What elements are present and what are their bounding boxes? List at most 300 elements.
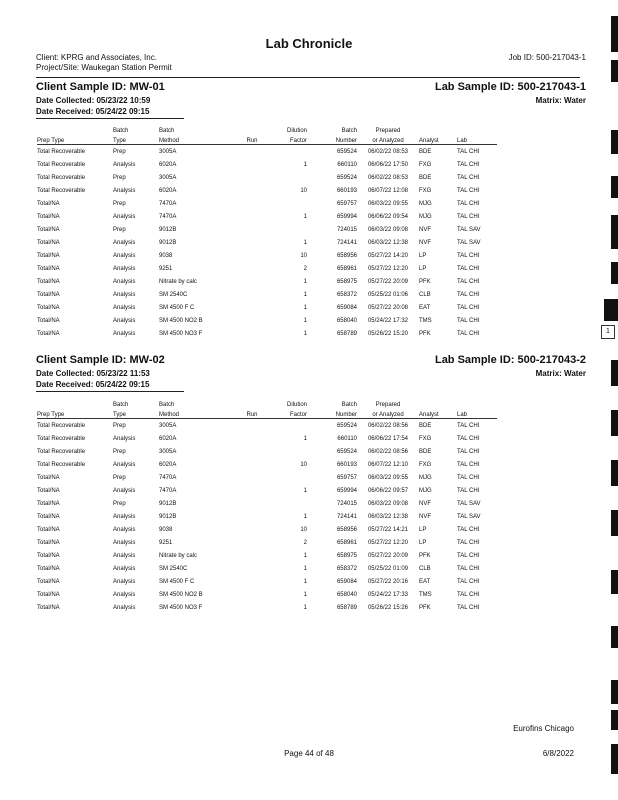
column-header-dilution-factor: Factor	[267, 134, 307, 145]
column-header-lab: Lab	[457, 134, 497, 145]
cell-batch-number: 659524	[336, 174, 357, 181]
cell-lab: TAL CHI	[457, 291, 480, 298]
column-header-dilution-factor: Dilution	[286, 402, 307, 408]
cell-prep-type: Total/NA	[37, 265, 60, 272]
cell-prep-type: Total Recoverable	[37, 148, 86, 155]
client-sample-id: Client Sample ID: MW-02	[36, 354, 165, 366]
cell-batch-method: SM 4500 F C	[159, 304, 195, 311]
table-row	[37, 158, 497, 171]
cell-batch-method: 9251	[159, 539, 173, 546]
cell-batch-number: 658975	[336, 278, 357, 285]
column-header-batch-method: Batch	[159, 402, 175, 408]
cell-analyst: PFK	[419, 278, 431, 285]
cell-run	[237, 458, 267, 471]
column-header-lab	[457, 398, 497, 408]
cell-analyst: MJG	[419, 213, 432, 220]
cell-prepared-or-analyzed: 05/27/22 20:08	[367, 304, 409, 311]
cell-lab: TAL CHI	[457, 252, 480, 259]
edge-mark	[611, 130, 618, 154]
table-row	[37, 327, 497, 340]
cell-dilution-factor: 1	[303, 578, 307, 585]
cell-prep-type: Total/NA	[37, 552, 60, 559]
page-number: Page 44 of 48	[284, 749, 334, 758]
cell-run	[237, 575, 267, 588]
cell-prep-type: Total/NA	[37, 539, 60, 546]
cell-prepared-or-analyzed: 06/03/22 12:38	[367, 239, 409, 246]
cell-batch-method: 9038	[159, 252, 173, 259]
cell-prepared-or-analyzed: 05/27/22 12:20	[367, 539, 409, 546]
cell-dilution-factor	[267, 145, 307, 159]
cell-prepared-or-analyzed: 05/24/22 17:33	[367, 591, 409, 598]
cell-batch-type: Analysis	[113, 330, 136, 337]
cell-prep-type: Total Recoverable	[37, 448, 86, 455]
cell-batch-type: Analysis	[113, 317, 136, 324]
cell-dilution-factor: 1	[303, 604, 307, 611]
cell-batch-number: 658372	[336, 291, 357, 298]
cell-analyst: BDE	[419, 174, 432, 181]
cell-batch-number: 660193	[336, 461, 357, 468]
cell-batch-type: Prep	[113, 500, 126, 507]
table-row	[37, 184, 497, 197]
cell-batch-number: 658040	[336, 591, 357, 598]
cell-dilution-factor: 10	[300, 526, 307, 533]
page-title: Lab Chronicle	[265, 36, 353, 51]
cell-analyst: NVF	[419, 239, 431, 246]
cell-dilution-factor: 2	[303, 539, 307, 546]
cell-dilution-factor: 1	[303, 213, 307, 220]
job-id: Job ID: 500-217043-1	[508, 53, 586, 62]
cell-lab: TAL CHI	[457, 578, 480, 585]
cell-batch-number: 659994	[336, 487, 357, 494]
table-row	[37, 445, 497, 458]
cell-analyst: TMS	[419, 317, 432, 324]
cell-batch-method: SM 4500 NO2 B	[159, 591, 203, 598]
cell-prep-type: Total/NA	[37, 278, 60, 285]
cell-run	[237, 432, 267, 445]
cell-batch-number: 724141	[336, 239, 357, 246]
cell-batch-type: Analysis	[113, 539, 136, 546]
column-header-batch-number: Number	[307, 408, 357, 419]
cell-lab: TAL SAV	[457, 239, 481, 246]
cell-dilution-factor	[267, 171, 307, 184]
cell-batch-method: Nitrate by calc	[159, 278, 198, 285]
column-header-run: Run	[237, 134, 267, 145]
header-rule	[36, 77, 580, 78]
table-row	[37, 275, 497, 288]
cell-prepared-or-analyzed: 06/06/22 17:50	[367, 161, 409, 168]
cell-run	[237, 275, 267, 288]
cell-analyst: MJG	[419, 200, 432, 207]
cell-batch-number: 659994	[336, 213, 357, 220]
cell-prep-type: Total/NA	[37, 330, 60, 337]
column-header-batch-number: Number	[307, 134, 357, 145]
cell-lab: TAL CHI	[457, 174, 480, 181]
cell-batch-number: 724141	[336, 513, 357, 520]
cell-batch-method: SM 4500 F C	[159, 578, 195, 585]
cell-run	[237, 262, 267, 275]
cell-prepared-or-analyzed: 05/27/22 20:09	[367, 278, 409, 285]
cell-prep-type: Total/NA	[37, 291, 60, 298]
cell-prep-type: Total/NA	[37, 474, 60, 481]
cell-batch-type: Analysis	[113, 513, 136, 520]
cell-batch-type: Analysis	[113, 187, 136, 194]
cell-analyst: NVF	[419, 500, 431, 507]
cell-prep-type: Total/NA	[37, 565, 60, 572]
cell-dilution-factor: 1	[303, 591, 307, 598]
cell-analyst: BDE	[419, 148, 432, 155]
edge-mark	[611, 16, 618, 52]
column-header-prep-type	[37, 124, 113, 134]
section-tab	[604, 299, 618, 321]
edge-mark	[611, 176, 618, 198]
table-row	[37, 432, 497, 445]
column-header-batch-method: Method	[159, 134, 237, 145]
cell-analyst: NVF	[419, 226, 431, 233]
cell-batch-type: Prep	[113, 174, 126, 181]
cell-prepared-or-analyzed: 06/03/22 09:08	[367, 226, 409, 233]
table-row	[37, 471, 497, 484]
cell-lab: TAL CHI	[457, 552, 480, 559]
column-header-run	[237, 398, 267, 408]
cell-run	[237, 158, 267, 171]
cell-analyst: LP	[419, 526, 427, 533]
cell-run	[237, 471, 267, 484]
cell-analyst: LP	[419, 265, 427, 272]
cell-batch-number: 658040	[336, 317, 357, 324]
lab-chronicle-table	[37, 124, 497, 340]
cell-batch-number: 660110	[337, 161, 357, 168]
column-header-prep-type: Prep Type	[37, 134, 113, 145]
cell-lab: TAL CHI	[457, 330, 480, 337]
cell-batch-number: 724015	[336, 500, 357, 507]
column-header-analyst: Analyst	[419, 134, 457, 145]
column-header-prep-type: Prep Type	[37, 408, 113, 419]
cell-prepared-or-analyzed: 05/27/22 20:09	[367, 552, 409, 559]
cell-batch-method: 9012B	[159, 513, 177, 520]
cell-prepared-or-analyzed: 06/06/22 09:54	[367, 213, 409, 220]
cell-prepared-or-analyzed: 06/03/22 09:55	[367, 200, 409, 207]
cell-dilution-factor: 10	[300, 187, 307, 194]
table-row	[37, 549, 497, 562]
cell-prep-type: Total/NA	[37, 213, 60, 220]
cell-batch-type: Analysis	[113, 461, 136, 468]
cell-run	[237, 197, 267, 210]
edge-mark	[611, 744, 618, 774]
cell-run	[237, 236, 267, 249]
cell-batch-method: 6020A	[159, 187, 177, 194]
cell-run	[237, 445, 267, 458]
column-header-dilution-factor: Dilution	[286, 128, 307, 134]
table-row	[37, 510, 497, 523]
table-row	[37, 236, 497, 249]
cell-lab: TAL CHI	[457, 487, 480, 494]
cell-lab: TAL CHI	[457, 604, 480, 611]
cell-batch-method: 3005A	[159, 422, 177, 429]
cell-batch-type: Analysis	[113, 161, 136, 168]
table-row	[37, 301, 497, 314]
cell-prepared-or-analyzed: 05/27/22 20:16	[367, 578, 409, 585]
cell-batch-method: 9012B	[159, 239, 177, 246]
cell-run	[237, 536, 267, 549]
column-header-batch-number: Batch	[341, 402, 357, 408]
column-header-batch-number: Batch	[341, 128, 357, 134]
cell-analyst: BDE	[419, 448, 432, 455]
cell-batch-type: Prep	[113, 474, 126, 481]
cell-prep-type: Total/NA	[37, 526, 60, 533]
cell-batch-type: Analysis	[113, 265, 136, 272]
cell-batch-method: 9012B	[159, 226, 177, 233]
table-row	[37, 314, 497, 327]
table-header-row	[37, 134, 497, 145]
cell-prepared-or-analyzed: 06/02/22 08:56	[367, 448, 409, 455]
edge-mark	[611, 60, 618, 82]
edge-mark	[611, 460, 618, 486]
cell-analyst: CLB	[419, 565, 431, 572]
table-row	[37, 288, 497, 301]
cell-prepared-or-analyzed: 05/26/22 15:20	[367, 330, 409, 337]
cell-prepared-or-analyzed: 05/27/22 12:20	[367, 265, 409, 272]
cell-batch-type: Prep	[113, 148, 126, 155]
cell-run	[237, 419, 267, 433]
cell-batch-type: Analysis	[113, 435, 136, 442]
cell-dilution-factor: 10	[300, 461, 307, 468]
cell-batch-number: 724015	[336, 226, 357, 233]
cell-lab: TAL CHI	[457, 526, 480, 533]
cell-batch-method: 9012B	[159, 500, 177, 507]
column-header-batch-type: Type	[113, 408, 159, 419]
cell-prep-type: Total/NA	[37, 591, 60, 598]
cell-run	[237, 145, 267, 159]
cell-prepared-or-analyzed: 06/07/22 12:08	[367, 187, 409, 194]
cell-run	[237, 523, 267, 536]
cell-analyst: PFK	[419, 604, 431, 611]
cell-dilution-factor	[267, 419, 307, 433]
cell-prepared-or-analyzed: 06/03/22 09:55	[367, 474, 409, 481]
cell-prep-type: Total Recoverable	[37, 187, 86, 194]
edge-mark	[611, 626, 618, 648]
table-row	[37, 497, 497, 510]
cell-lab: TAL CHI	[457, 317, 480, 324]
edge-mark	[611, 510, 618, 536]
cell-lab: TAL CHI	[457, 213, 480, 220]
table-row	[37, 249, 497, 262]
cell-lab: TAL SAV	[457, 226, 481, 233]
cell-dilution-factor: 1	[303, 565, 307, 572]
lab-chronicle-table	[37, 398, 497, 614]
cell-prep-type: Total/NA	[37, 226, 60, 233]
cell-dilution-factor: 1	[303, 487, 307, 494]
cell-prep-type: Total/NA	[37, 252, 60, 259]
footer-company: Eurofins Chicago	[513, 724, 574, 733]
cell-run	[237, 314, 267, 327]
cell-batch-method: SM 2540C	[159, 565, 188, 572]
table-row	[37, 419, 497, 433]
cell-run	[237, 588, 267, 601]
cell-prep-type: Total Recoverable	[37, 174, 86, 181]
cell-dilution-factor: 1	[303, 291, 307, 298]
cell-analyst: EAT	[419, 304, 431, 311]
column-header-batch-type: Batch	[113, 128, 129, 134]
cell-analyst: FXG	[419, 161, 432, 168]
cell-prep-type: Total/NA	[37, 304, 60, 311]
cell-batch-type: Analysis	[113, 578, 136, 585]
cell-prepared-or-analyzed: 06/06/22 17:54	[367, 435, 409, 442]
cell-batch-number: 659757	[336, 200, 357, 207]
cell-batch-method: 6020A	[159, 461, 177, 468]
cell-batch-type: Analysis	[113, 239, 136, 246]
cell-batch-type: Analysis	[113, 252, 136, 259]
cell-batch-number: 658372	[336, 565, 357, 572]
edge-mark	[611, 262, 618, 284]
cell-dilution-factor: 1	[303, 317, 307, 324]
cell-prepared-or-analyzed: 05/27/22 14:21	[367, 526, 409, 533]
footer-date: 6/8/2022	[542, 749, 574, 758]
cell-prep-type: Total/NA	[37, 578, 60, 585]
cell-dilution-factor: 1	[303, 278, 307, 285]
cell-dilution-factor: 1	[303, 435, 307, 442]
cell-dilution-factor: 1	[303, 330, 307, 337]
cell-dilution-factor: 1	[303, 161, 307, 168]
cell-prep-type: Total/NA	[37, 500, 60, 507]
cell-prepared-or-analyzed: 06/02/22 08:53	[367, 148, 409, 155]
cell-batch-number: 658975	[336, 552, 357, 559]
cell-batch-method: SM 4500 NO3 F	[159, 604, 203, 611]
cell-prepared-or-analyzed: 06/02/22 08:56	[367, 422, 409, 429]
table-row	[37, 171, 497, 184]
cell-batch-type: Analysis	[113, 278, 136, 285]
table-row	[37, 458, 497, 471]
table-row	[37, 575, 497, 588]
cell-analyst: LP	[419, 252, 427, 259]
edge-mark	[611, 215, 618, 249]
cell-run	[237, 184, 267, 197]
cell-batch-number: 659084	[336, 304, 357, 311]
cell-batch-type: Prep	[113, 422, 126, 429]
cell-analyst: MJG	[419, 474, 432, 481]
table-row	[37, 484, 497, 497]
cell-lab: TAL CHI	[457, 304, 480, 311]
column-header-analyst: Analyst	[419, 408, 457, 419]
cell-lab: TAL CHI	[457, 448, 480, 455]
edge-mark	[611, 680, 618, 704]
column-header-analyst	[419, 398, 457, 408]
table-row	[37, 145, 497, 159]
cell-analyst: PFK	[419, 552, 431, 559]
cell-analyst: MJG	[419, 487, 432, 494]
cell-batch-type: Prep	[113, 200, 126, 207]
table-row	[37, 601, 497, 614]
cell-lab: TAL CHI	[457, 278, 480, 285]
cell-batch-number: 658956	[336, 526, 357, 533]
cell-prepared-or-analyzed: 05/26/22 15:26	[367, 604, 409, 611]
cell-batch-number: 659757	[336, 474, 357, 481]
cell-prep-type: Total Recoverable	[37, 422, 86, 429]
matrix: Matrix: Water	[535, 369, 586, 378]
cell-run	[237, 210, 267, 223]
table-row	[37, 197, 497, 210]
project-site: Project/Site: Waukegan Station Permit	[36, 63, 172, 72]
cell-prepared-or-analyzed: 05/27/22 14:20	[367, 252, 409, 259]
column-header-batch-type: Type	[113, 134, 159, 145]
cell-run	[237, 510, 267, 523]
cell-prepared-or-analyzed: 05/24/22 17:32	[367, 317, 409, 324]
cell-dilution-factor: 1	[303, 513, 307, 520]
cell-batch-method: 3005A	[159, 174, 177, 181]
date-collected: Date Collected: 05/23/22 11:53	[36, 369, 150, 378]
cell-prep-type: Total Recoverable	[37, 461, 86, 468]
cell-run	[237, 301, 267, 314]
cell-batch-method: 9038	[159, 526, 173, 533]
cell-dilution-factor: 1	[303, 239, 307, 246]
cell-analyst: EAT	[419, 578, 431, 585]
cell-batch-method: 7470A	[159, 213, 177, 220]
section-tab-label: 1	[601, 325, 615, 339]
cell-dilution-factor	[267, 497, 307, 510]
cell-analyst: FXG	[419, 461, 432, 468]
lab-sample-id: Lab Sample ID: 500-217043-2	[434, 354, 586, 366]
cell-lab: TAL CHI	[457, 591, 480, 598]
column-header-dilution-factor: Factor	[267, 408, 307, 419]
column-header-prep-type	[37, 398, 113, 408]
matrix: Matrix: Water	[535, 96, 586, 105]
column-header-prepared-or-analyzed: or Analyzed	[357, 134, 419, 145]
table-row	[37, 523, 497, 536]
cell-run	[237, 562, 267, 575]
table-row	[37, 223, 497, 236]
cell-run	[237, 549, 267, 562]
cell-batch-number: 658961	[336, 539, 357, 546]
cell-lab: TAL CHI	[457, 539, 480, 546]
cell-prepared-or-analyzed: 05/25/22 01:09	[367, 565, 409, 572]
cell-dilution-factor: 10	[300, 252, 307, 259]
table-header-row	[37, 124, 497, 134]
cell-batch-number: 659084	[336, 578, 357, 585]
cell-prep-type: Total Recoverable	[37, 161, 86, 168]
cell-batch-number: 658961	[336, 265, 357, 272]
cell-batch-number: 658956	[336, 252, 357, 259]
edge-mark	[611, 710, 618, 730]
cell-analyst: FXG	[419, 187, 432, 194]
cell-lab: TAL CHI	[457, 187, 480, 194]
column-header-analyst	[419, 124, 457, 134]
cell-lab: TAL CHI	[457, 161, 480, 168]
table-row	[37, 210, 497, 223]
cell-dilution-factor	[267, 445, 307, 458]
cell-run	[237, 171, 267, 184]
cell-batch-number: 658789	[336, 330, 357, 337]
cell-analyst: NVF	[419, 513, 431, 520]
cell-analyst: LP	[419, 539, 427, 546]
cell-batch-type: Analysis	[113, 565, 136, 572]
cell-run	[237, 223, 267, 236]
date-received: Date Received: 05/24/22 09:15	[36, 380, 150, 389]
column-header-batch-type: Batch	[113, 402, 129, 408]
column-header-prepared-or-analyzed: Prepared	[375, 128, 401, 134]
cell-lab: TAL CHI	[457, 435, 480, 442]
cell-batch-type: Analysis	[113, 487, 136, 494]
cell-prep-type: Total Recoverable	[37, 435, 86, 442]
cell-analyst: BDE	[419, 422, 432, 429]
client-name: Client: KPRG and Associates, Inc.	[36, 53, 157, 62]
client-sample-id: Client Sample ID: MW-01	[36, 81, 165, 93]
cell-dilution-factor	[267, 197, 307, 210]
cell-batch-number: 658789	[336, 604, 357, 611]
cell-analyst: FXG	[419, 435, 432, 442]
sample-rule	[36, 391, 184, 392]
cell-batch-number: 659524	[336, 422, 357, 429]
cell-prep-type: Total/NA	[37, 487, 60, 494]
column-header-run: Run	[237, 408, 267, 419]
